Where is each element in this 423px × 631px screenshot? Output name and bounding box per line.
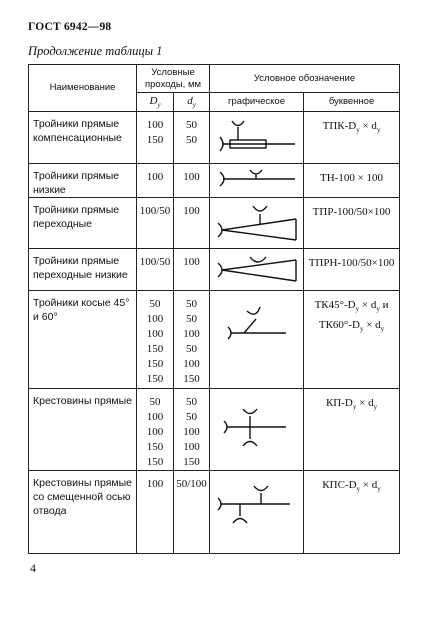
row-code: ТПР-100/50×100: [304, 198, 400, 249]
row-graphic: [210, 198, 304, 249]
row-D-values: 100: [137, 471, 174, 554]
row-name: Тройники прямые переходные: [29, 198, 137, 249]
cross-icon: [210, 389, 304, 471]
row-D-values: 100 150: [137, 112, 174, 164]
table-continuation-caption: Продолжение таблицы 1: [28, 44, 163, 58]
row-name: Тройники косые 45° и 60°: [29, 291, 137, 389]
row-d-values: 100: [174, 198, 210, 249]
table-row: [29, 471, 400, 554]
table-row: [29, 389, 400, 471]
row-graphic: [210, 112, 304, 164]
column-header-D: $D_у$: [137, 93, 174, 112]
row-D-values: 100/50: [137, 198, 174, 249]
row-name: Тройники прямые переходные низкие: [29, 249, 137, 291]
row-d-values: 100: [174, 164, 210, 198]
row-code: $ТК45^\circ-D_у \times d_у$ и $ТК60^\circ-D_у \times d_у$: [304, 291, 400, 389]
row-graphic: [210, 164, 304, 198]
tee-compensating-icon: [210, 112, 304, 164]
table-row: [29, 112, 400, 164]
row-name: Тройники прямые низкие: [29, 164, 137, 198]
fittings-table: [28, 64, 400, 554]
column-header-d: $d_у$: [174, 93, 210, 112]
table-row: [29, 291, 400, 389]
row-name: Крестовины прямые: [29, 389, 137, 471]
tee-reducing-icon: [210, 198, 304, 249]
cross-offset-icon: [210, 471, 304, 554]
tee-low-icon: [210, 164, 304, 194]
tee-oblique-icon: [210, 291, 304, 389]
column-header-graphic: графическое: [210, 93, 304, 112]
column-header-designation: Условное обозначение: [210, 65, 400, 93]
table-row: [29, 198, 400, 249]
row-code: ТПРН-100/50×100: [304, 249, 400, 291]
column-header-name: Наименование: [29, 65, 137, 112]
row-graphic: [210, 291, 304, 389]
column-header-passage: Условные проходы, мм: [137, 65, 210, 93]
row-d-values: 50 50 100 100 150: [174, 389, 210, 471]
row-code: ТН-100 × 100: [304, 164, 400, 198]
row-graphic: [210, 249, 304, 291]
row-code: КПС-$D_у \times d_у$: [304, 471, 400, 554]
tee-reducing-low-icon: [210, 249, 304, 291]
row-d-values: 50 50: [174, 112, 210, 164]
document-header: ГОСТ 6942—98: [28, 21, 112, 33]
row-d-values: 50 50 100 50 100 150: [174, 291, 210, 389]
table-row: [29, 249, 400, 291]
row-D-values: 50 100 100 150 150 150: [137, 291, 174, 389]
row-graphic: [210, 389, 304, 471]
column-header-letter: буквенное: [304, 93, 400, 112]
row-graphic: [210, 471, 304, 554]
page-number: 4: [30, 561, 36, 575]
table-row: [29, 164, 400, 198]
row-D-values: 100: [137, 164, 174, 198]
row-d-values: 50/100: [174, 471, 210, 554]
header-row-top: [29, 65, 400, 93]
row-code: ТПК-$D_у \times d_у$: [304, 112, 400, 164]
row-name: Крестовины прямые со смещенной осью отвода: [29, 471, 137, 554]
row-d-values: 100: [174, 249, 210, 291]
row-D-values: 100/50: [137, 249, 174, 291]
row-D-values: 50 100 100 150 150: [137, 389, 174, 471]
row-code: $КП-D_у \times d_у$: [304, 389, 400, 471]
row-name: Тройники прямые компенсационные: [29, 112, 137, 164]
